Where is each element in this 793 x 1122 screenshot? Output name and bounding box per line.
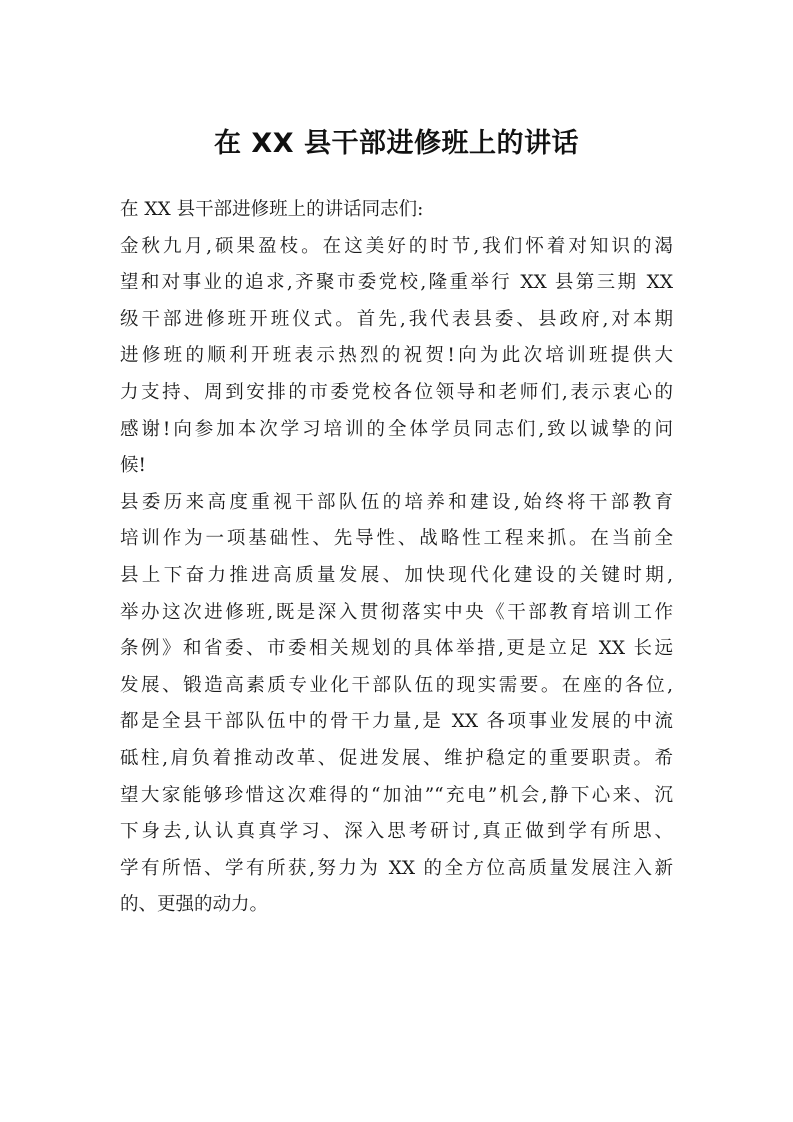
body-line: 培训作为一项基础性、先导性、战略性工程来抓。在当前全 xyxy=(120,528,673,550)
body-line: 都是全县干部队伍中的骨干力量,是 XX 各项事业发展的中流 xyxy=(120,711,673,733)
body-line: 金秋九月,硕果盈枝。在这美好的时节,我们怀着对知识的渴 xyxy=(120,235,673,257)
page-title: 在 XX 县干部进修班上的讲话 xyxy=(214,128,579,159)
body-line: 学有所悟、学有所获,努力为 XX 的全方位高质量发展注入新 xyxy=(120,857,673,879)
body-line: 下身去,认认真真学习、深入思考研讨,真正做到学有所思、 xyxy=(120,821,673,843)
body-line: 候! xyxy=(120,455,146,477)
body-line: 条例》和省委、市委相关规划的具体举措,更是立足 XX 长远 xyxy=(120,638,673,660)
body-line: 级干部进修班开班仪式。首先,我代表县委、县政府,对本期 xyxy=(120,308,673,330)
body-line: 举办这次进修班,既是深入贯彻落实中央《干部教育培训工作 xyxy=(120,601,673,623)
body-line: 望大家能够珍惜这次难得的“加油”“充电”机会,静下心来、沉 xyxy=(120,784,673,806)
document-body xyxy=(120,192,673,924)
body-line: 感谢!向参加本次学习培训的全体学员同志们,致以诚挚的问 xyxy=(120,418,673,440)
body-line: 望和对事业的追求,齐聚市委党校,隆重举行 XX 县第三期 XX xyxy=(120,272,673,294)
body-line: 发展、锻造高素质专业化干部队伍的现实需要。在座的各位, xyxy=(120,674,673,696)
body-line: 县上下奋力推进高质量发展、加快现代化建设的关键时期, xyxy=(120,564,673,586)
salutation-line: 在 XX 县干部进修班上的讲话同志们: xyxy=(120,199,424,220)
body-line: 的、更强的动力。 xyxy=(120,894,269,916)
body-line: 力支持、周到安排的市委党校各位领导和老师们,表示衷心的 xyxy=(120,381,673,403)
body-line: 进修班的顺利开班表示热烈的祝贺!向为此次培训班提供大 xyxy=(120,345,673,367)
body-line: 砥柱,肩负着推动改革、促进发展、维护稳定的重要职责。希 xyxy=(120,747,673,769)
body-line: 县委历来高度重视干部队伍的培养和建设,始终将干部教育 xyxy=(120,491,673,513)
